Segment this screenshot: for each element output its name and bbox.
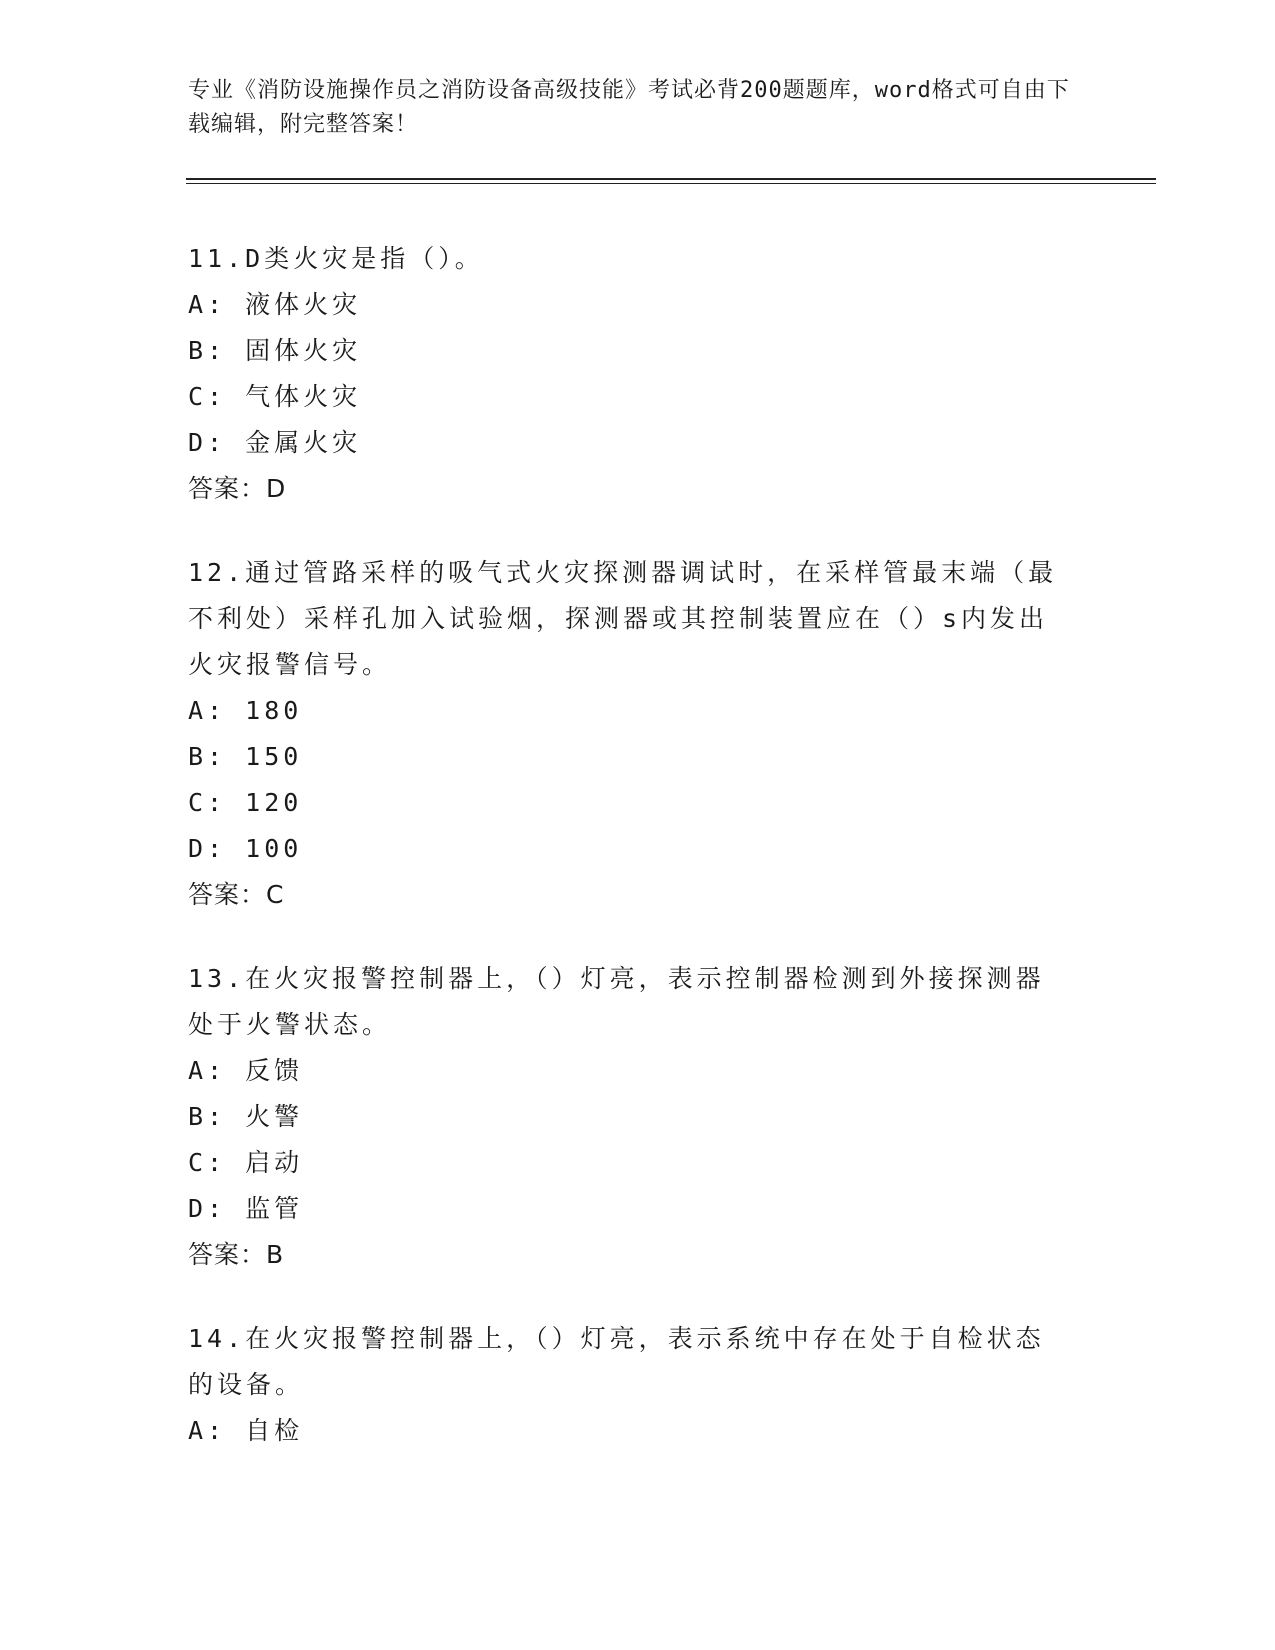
option-b: B: 固体火灾 <box>188 336 362 365</box>
question-13 <box>188 956 1088 1278</box>
option-d: D: 金属火灾 <box>188 428 362 457</box>
option-c: C: 启动 <box>188 1148 304 1177</box>
question-list <box>188 236 1088 1492</box>
option-d: D: 监管 <box>188 1194 304 1223</box>
option-b: B: 火警 <box>188 1102 304 1131</box>
option-a: A: 液体火灾 <box>188 290 362 319</box>
option-a: A: 自检 <box>188 1416 304 1445</box>
question-stem: 11.D类火灾是指（）。 <box>188 244 484 273</box>
option-c: C: 120 <box>188 788 303 817</box>
answer-line: 答案：B <box>188 1240 285 1269</box>
option-c: C: 气体火灾 <box>188 382 362 411</box>
question-14 <box>188 1316 1088 1454</box>
option-d: D: 100 <box>188 834 303 863</box>
document-header: 专业《消防设施操作员之消防设备高级技能》考试必背200题题库，word格式可自由下载编辑，附完整答案！ <box>188 78 1070 137</box>
option-b: B: 150 <box>188 742 303 771</box>
question-11 <box>188 236 1088 512</box>
question-stem: 14.在火灾报警控制器上，（）灯亮，表示系统中存在处于自检状态的设备。 <box>188 1324 1045 1399</box>
answer-line: 答案：C <box>188 880 285 909</box>
question-stem: 13.在火灾报警控制器上，（）灯亮，表示控制器检测到外接探测器处于火警状态。 <box>188 964 1045 1039</box>
question-12 <box>188 550 1088 918</box>
option-a: A: 180 <box>188 696 303 725</box>
option-a: A: 反馈 <box>188 1056 304 1085</box>
answer-line: 答案：D <box>188 474 287 503</box>
question-stem: 12.通过管路采样的吸气式火灾探测器调试时，在采样管最末端（最不利处）采样孔加入试验烟，探测器或其控制装置应在（）s内发出火灾报警信号。 <box>188 558 1058 679</box>
header-double-rule <box>186 178 1156 184</box>
